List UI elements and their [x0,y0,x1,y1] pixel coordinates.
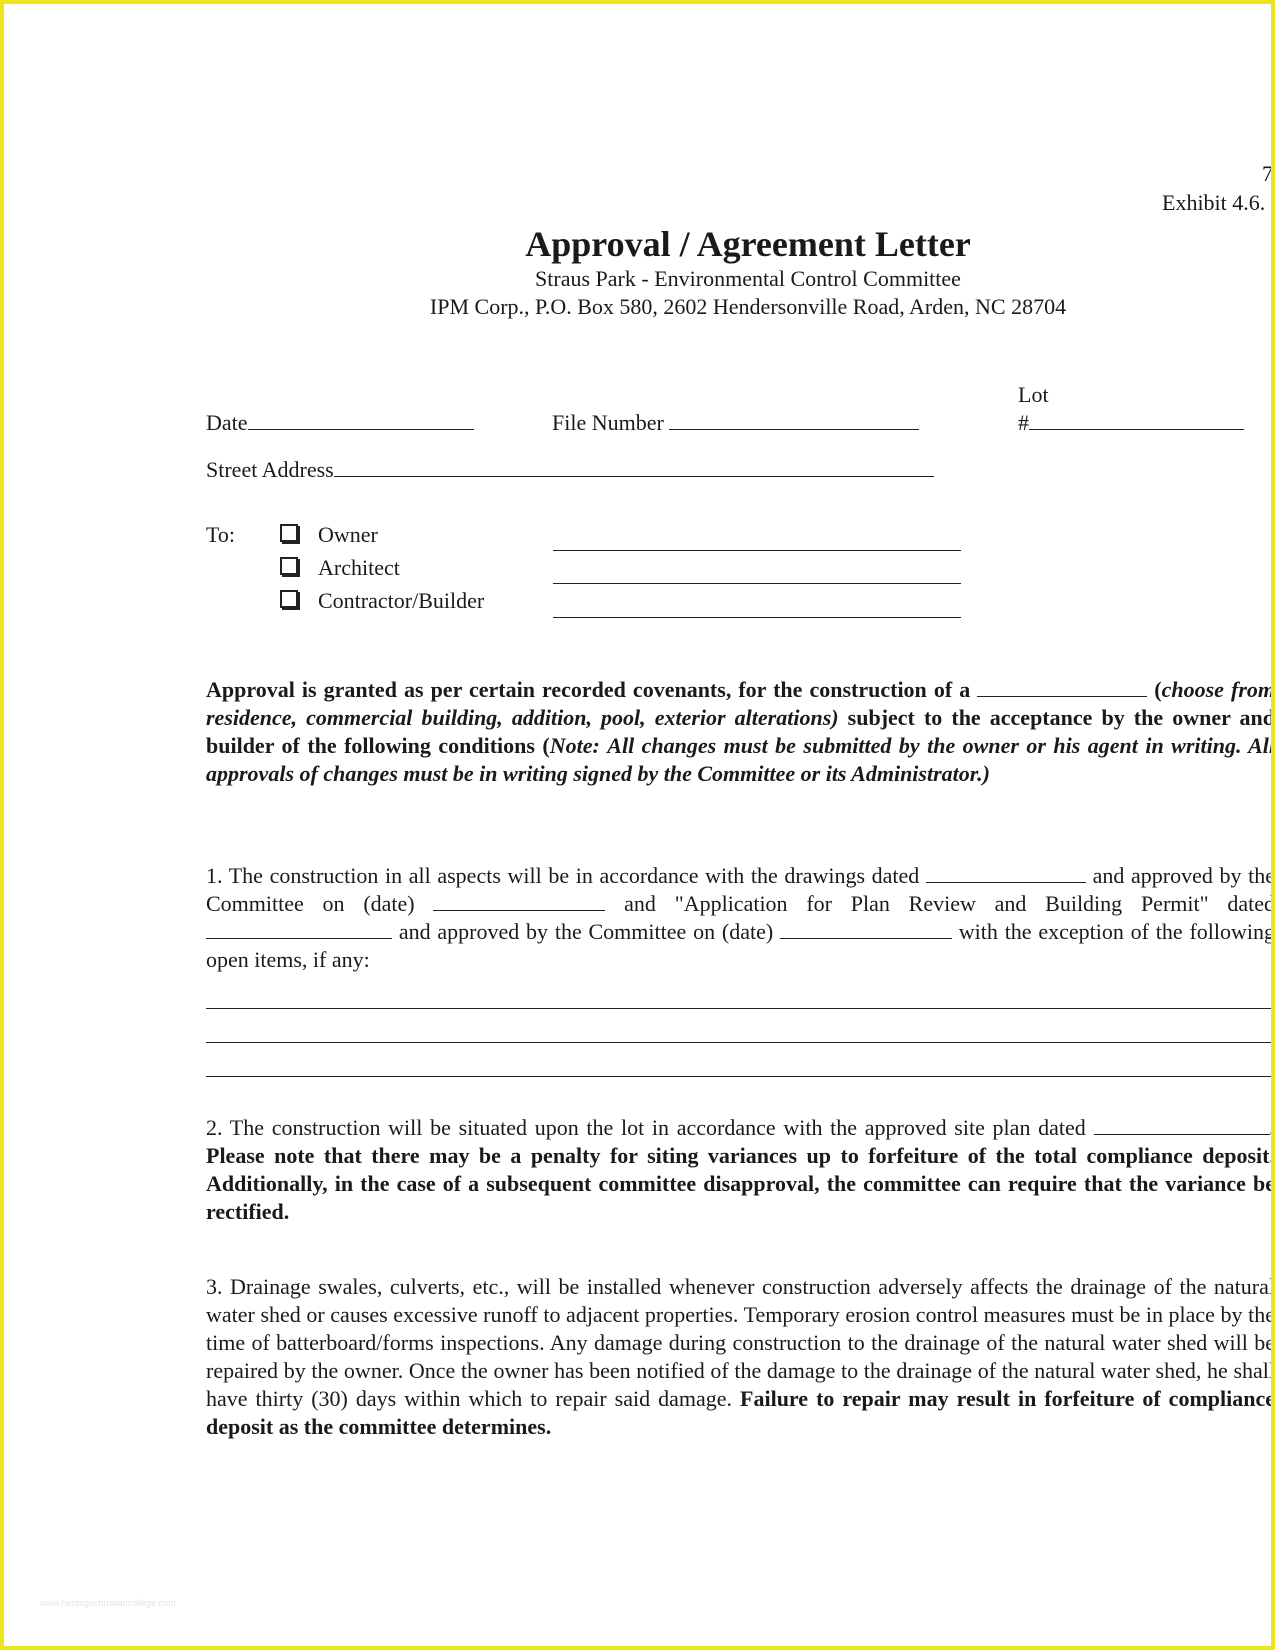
note-label: Note: [549,733,600,758]
lot-hash: # [1018,410,1029,435]
exhibit-label: Exhibit 4.6. [1162,190,1266,215]
page-title: Approval / Agreement Letter [525,224,971,264]
committee-address: IPM Corp., P.O. Box 580, 2602 Hendersonville Road, Arden, NC 28704 [429,294,1067,319]
file-number-label: File Number [552,410,664,435]
approval-choices: choose from residence, commercial building, addition, pool, exterior alterations) [206,677,1275,730]
to-label: To: [206,522,236,547]
contractor-label: Contractor/Builder [318,588,485,613]
condition-1-text-e: with the exception of the following open items, if any: [206,919,1275,972]
condition-2-text-b: . Please note that there may be a penalty for siting variances up to forfeiture of the total compliance deposit. Additionally, in the case of a subsequent committee disapproval, the committee can require that the variance be rectified. [206,1115,1275,1224]
lot-label: Lot [1018,382,1049,407]
approval-text-1: Approval is granted as per certain recorded covenants, for the construction of a [206,677,971,702]
date-label: Date [206,410,248,435]
page-number: 7 [1262,161,1273,186]
street-address-label: Street Address [206,457,334,482]
condition-1-text-d: and approved by the Committee on (date) [398,919,774,944]
note-text: All changes must be submitted by the owner or his agent in writing. All approvals of changes must be in writing signed by the Committee or its Administrator.) [206,733,1275,786]
owner-label: Owner [318,522,378,547]
watermark: www.heritagechristiancollege.com [40,1598,176,1608]
condition-1-text-c: and "Application for Plan Review and Building Permit" dated [624,891,1275,916]
approval-open-paren: ( [1154,677,1162,702]
committee-subtitle: Straus Park - Environmental Control Committee [535,266,961,291]
condition-3-text-b: Failure to repair may result in forfeiture of compliance deposit as the committee determines. [206,1386,1275,1439]
architect-label: Architect [318,555,400,580]
condition-1-text-a: 1. The construction in all aspects will be in accordance with the drawings dated [206,863,920,888]
condition-1-text-b: and approved by the Committee on (date) [206,863,1275,916]
approval-text-2: subject to the acceptance by the owner and builder of the following conditions ( [206,705,1275,758]
condition-2-text-a: 2. The construction will be situated upon the lot in accordance with the approved site plan dated [206,1115,1086,1140]
condition-3-text-a: 3. Drainage swales, culverts, etc., will be installed whenever construction adversely affects the drainage of the natural water shed or causes excessive runoff to adjacent properties. Temporary erosion control measures must be in place by the time of batterboard/forms inspections. Any damage during construction to the drainage of the natural water shed will be repaired by the owner. Once the owner has been notified of the damage to the drainage of the natural water shed, he shall have thirty (30) days within which to repair said damage. [206,1274,1275,1411]
